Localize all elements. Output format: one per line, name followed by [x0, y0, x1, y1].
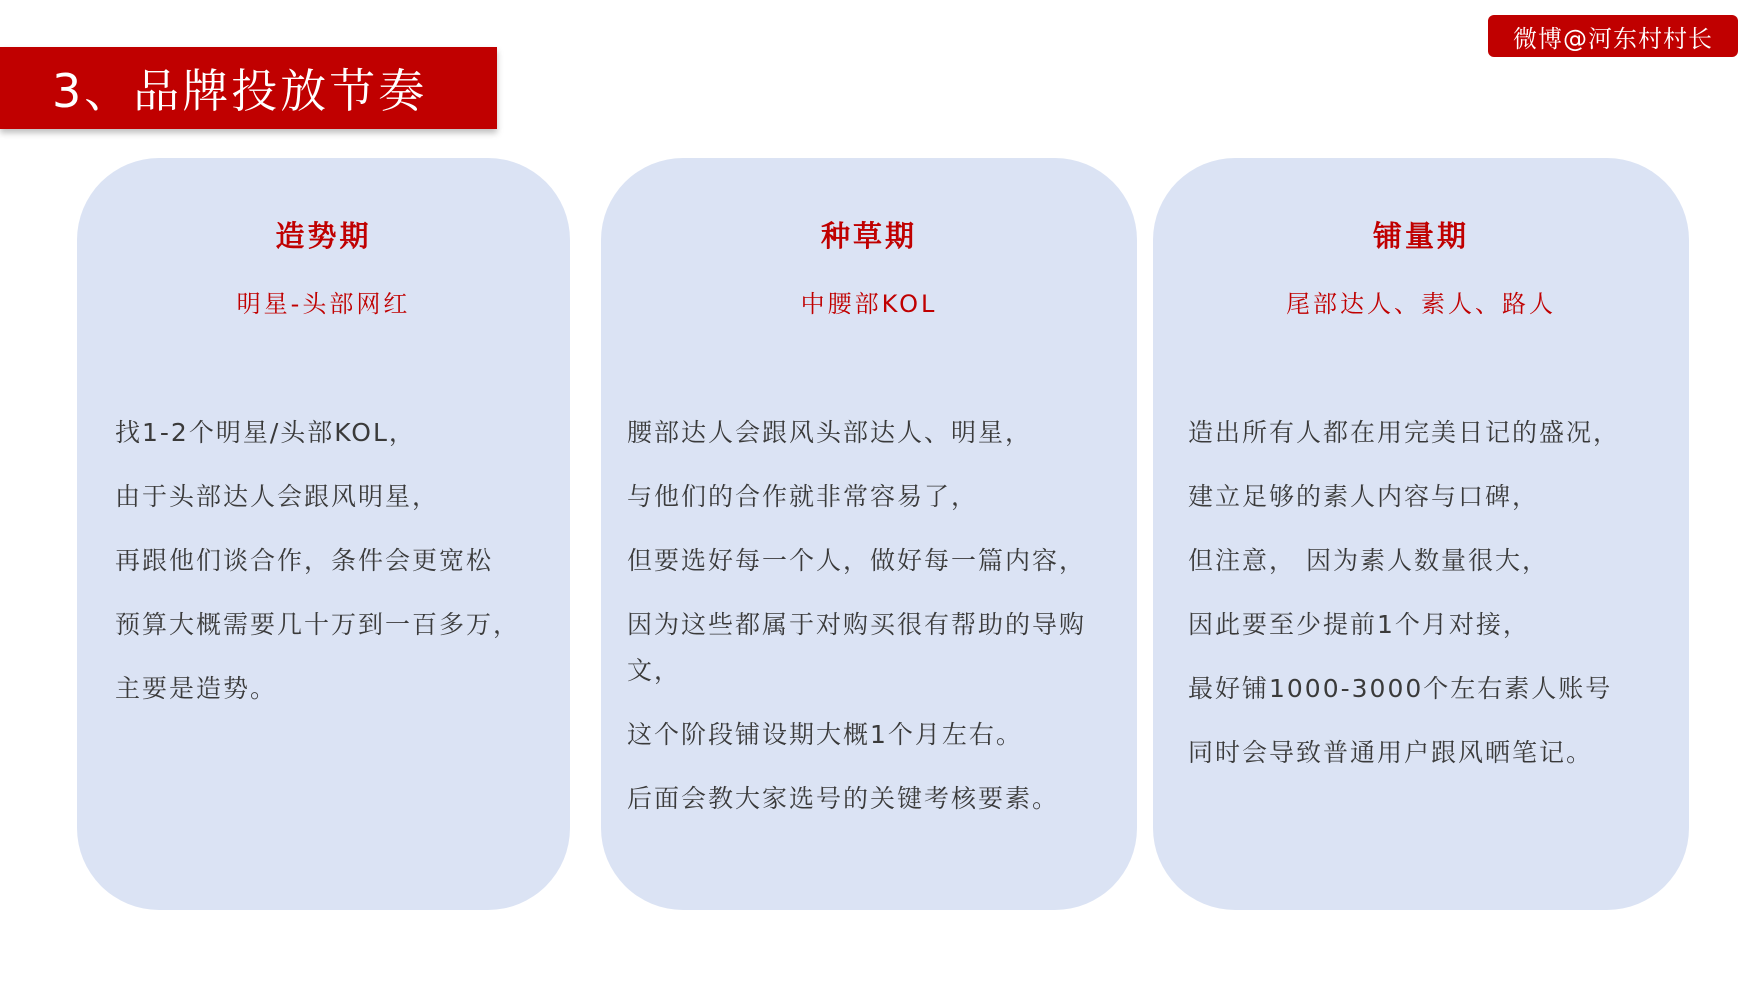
stage-card-buildup: [77, 158, 570, 910]
stage-title: 种草期: [820, 219, 917, 253]
description-line: 找1-2个明星/头部KOL，: [115, 418, 416, 447]
stage-card-seeding: [601, 158, 1137, 910]
stage-title: 铺量期: [1372, 219, 1469, 253]
stage-title: 造势期: [275, 219, 372, 253]
stage-description: [627, 410, 1127, 840]
description-line: 腰部达人会跟风头部达人、明星，: [627, 418, 1033, 447]
stage-description: [115, 410, 560, 730]
stage-subtitle: 明星-头部网红: [236, 290, 411, 318]
description-line: 因为这些都属于对购买很有帮助的导购文，: [627, 610, 1087, 685]
description-line: 后面会教大家选号的关键考核要素。: [627, 784, 1060, 813]
description-line: 这个阶段铺设期大概1个月左右。: [627, 720, 1023, 749]
description-line: 预算大概需要几十万到一百多万，: [115, 610, 521, 639]
description-line: 建立足够的素人内容与口碑，: [1188, 482, 1540, 511]
stage-subtitle: 中腰部KOL: [800, 290, 938, 318]
description-line: 最好铺1000-3000个左右素人账号: [1188, 674, 1613, 703]
stage-subtitle: 尾部达人、素人、路人: [1286, 290, 1556, 318]
description-line: 造出所有人都在用完美日记的盛况，: [1188, 418, 1621, 447]
description-line: 但要选好每一个人，做好每一篇内容，: [627, 546, 1087, 575]
description-line: 同时会导致普通用户跟风晒笔记。: [1188, 738, 1594, 767]
description-line: 主要是造势。: [115, 674, 278, 703]
description-line: 由于头部达人会跟风明星，: [115, 482, 440, 511]
watermark-badge: 微博@河东村村长: [1488, 15, 1738, 57]
description-line: 再跟他们谈合作，条件会更宽松: [115, 546, 494, 575]
description-line: 与他们的合作就非常容易了，: [627, 482, 979, 511]
description-line: 因此要至少提前1个月对接，: [1188, 610, 1530, 639]
stage-card-volume: [1153, 158, 1689, 910]
stage-description: [1188, 410, 1679, 794]
title-banner: [0, 47, 497, 129]
page-title: 3、品牌投放节奏: [52, 64, 428, 118]
description-line: 但注意， 因为素人数量很大，: [1188, 546, 1549, 575]
